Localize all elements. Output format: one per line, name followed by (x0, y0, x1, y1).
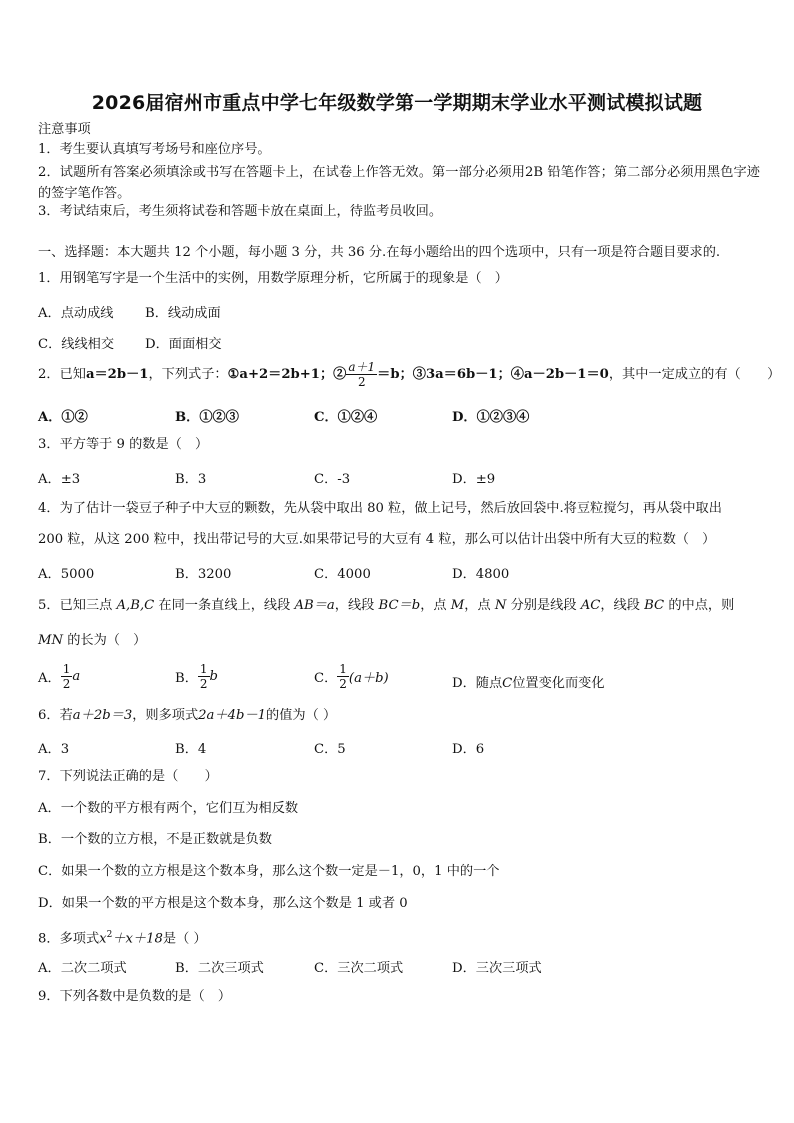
question-3-options (38, 468, 760, 488)
option-d: D．三次三项式 (452, 961, 542, 976)
option-label: A． (38, 671, 61, 686)
denominator: 2 (339, 677, 347, 691)
option-d (452, 672, 605, 691)
question-4-line-2: 200 粒，从这 200 粒中，找出带记号的大豆.如果带记号的大豆有 4 粒，那么可以估计出袋中所有大豆的粒数（ ） (38, 532, 716, 547)
section-heading: 一、选择题：本大题共 12 个小题，每小题 3 分，共 36 分.在每小题给出的四个选项中，只有一项是符合题目要求的. (38, 245, 721, 260)
question-3-stem: 3．平方等于 9 的数是（ ） (38, 437, 209, 452)
option-d: D．6 (452, 742, 485, 757)
q5-text: ，线段 (600, 598, 645, 613)
q5-text: 的长为（ ） (63, 633, 147, 648)
fraction (198, 662, 210, 691)
q8-text: 是（ ） (162, 931, 207, 947)
notice-item-3: 3．考试结束后，考生须将试卷和答题卡放在桌面上，待监考员收回。 (38, 204, 443, 219)
numerator: 1 (339, 662, 347, 676)
q8-exponent: 2 (106, 930, 113, 940)
q2-fraction-numerator: a＋1 (348, 360, 376, 374)
option-b: B．①②③ (175, 410, 239, 425)
option-d: D．如果一个数的平方根是这个数本身，那么这个数是 1 或者 0 (38, 896, 408, 911)
q5-text: ，点 (420, 598, 451, 613)
option-c: C．线线相交 (38, 337, 115, 352)
q5-text: 5．已知三点 (38, 598, 117, 613)
option-a (38, 662, 80, 691)
fraction (61, 662, 73, 691)
question-8-options (38, 957, 760, 977)
option-c: C．-3 (314, 472, 351, 487)
point-c: C (502, 676, 513, 691)
option-a: A．①② (38, 410, 88, 425)
q2-fraction-denominator: 2 (357, 375, 366, 389)
q5-mn: MN (38, 633, 64, 648)
question-8-stem (38, 926, 207, 948)
variable: b (209, 669, 218, 684)
option-d: D．±9 (452, 472, 496, 487)
option-label: B． (175, 671, 198, 686)
option-a: A．3 (38, 742, 70, 757)
q2-expr-1: ①a+2＝2b+1；② (227, 367, 347, 382)
option-c: C．三次二项式 (314, 961, 404, 976)
option-a: A．5000 (38, 567, 95, 582)
option-b: B．4 (175, 742, 207, 757)
option-a: A．点动成线 (38, 306, 114, 321)
option-text: D．随点 (452, 676, 503, 691)
option-d: D．①②③④ (452, 410, 530, 425)
numerator: 1 (199, 662, 208, 676)
option-d: D．4800 (452, 567, 510, 582)
q6-text: 的值为（ ） (266, 708, 337, 723)
q5-ab: AB＝a (294, 598, 335, 613)
question-4-line-1: 4．为了估计一袋豆子种子中大豆的颗数，先从袋中取出 80 粒，做上记号，然后放回袋中.将豆粒搅匀，再从袋中取出 (38, 501, 722, 516)
q2-suffix: ，其中一定成立的有（ ） (608, 367, 781, 382)
q8-rest: ＋x＋18 (112, 931, 163, 947)
question-5-line-2 (38, 632, 146, 650)
question-1-options-2 (38, 333, 760, 353)
option-a: A．二次二项式 (38, 961, 127, 976)
option-b: B．3 (175, 472, 207, 487)
option-c: C．5 (314, 742, 346, 757)
numerator: 1 (62, 662, 71, 676)
q5-text: 的中点，则 (664, 598, 735, 613)
option-b: B．3200 (175, 567, 232, 582)
q6-expr-2: 2a＋4b－1 (198, 708, 267, 723)
q5-text: 分别是线段 (506, 598, 581, 613)
option-c: C．如果一个数的立方根是这个数本身，那么这个数一定是－1，0，1 中的一个 (38, 864, 500, 879)
exam-title: 2026届宿州市重点中学七年级数学第一学期期末学业水平测试模拟试题 (91, 92, 703, 114)
q6-text: 6．若 (38, 708, 73, 723)
q5-m: M (450, 598, 465, 613)
question-7-stem: 7．下列说法正确的是（ ） (38, 769, 218, 784)
question-2-stem (38, 358, 780, 392)
fraction (337, 662, 349, 691)
q6-expr-1: a＋2b＝3 (72, 708, 133, 723)
option-a: A．一个数的平方根有两个，它们互为相反数 (38, 801, 299, 816)
q5-bc: BC＝b (378, 598, 421, 613)
question-5-line-1 (38, 597, 734, 615)
question-9-stem: 9．下列各数中是负数的是（ ） (38, 989, 232, 1004)
q2-mid: ，下列式子： (148, 367, 228, 382)
option-d: D．面面相交 (145, 337, 222, 352)
question-1-options (38, 302, 760, 322)
question-1-stem: 1．用钢笔写字是一个生活中的实例，用数学原理分析，它所属于的现象是（ ） (38, 271, 508, 286)
notice-item-2: 2．试题所有答案必须填涂或书写在答题卡上，在试卷上作答无效。第一部分必须用2B 铅笔作答；第二部分必须用黑色字迹的签字笔作答。 (38, 165, 760, 201)
q8-x: x (99, 931, 107, 947)
q5-text: ，线段 (334, 598, 379, 613)
notice-item-1: 1．考生要认真填写考场号和座位序号。 (38, 142, 271, 157)
q2-condition: a＝2b－1 (85, 367, 149, 382)
variable: (a＋b) (348, 671, 389, 686)
q2-prefix: 2．已知 (38, 367, 86, 382)
option-a: A．±3 (38, 472, 81, 487)
option-b: B．线动成面 (145, 306, 221, 321)
q5-points: A,B,C (116, 598, 155, 613)
question-2-options (38, 406, 760, 426)
q5-bc-2: BC (644, 598, 665, 613)
option-text: 位置变化而变化 (512, 676, 605, 691)
q5-text: 在同一条直线上，线段 (154, 598, 295, 613)
question-5-options (38, 660, 760, 700)
question-4-options (38, 563, 760, 583)
denominator: 2 (62, 677, 71, 691)
option-c (314, 662, 389, 691)
option-b (175, 662, 218, 691)
option-c: C．①②④ (314, 410, 378, 425)
option-b: B．一个数的立方根，不是正数就是负数 (38, 832, 272, 847)
denominator: 2 (199, 677, 208, 691)
option-label: C． (314, 671, 338, 686)
option-c: C．4000 (314, 567, 371, 582)
q8-text: 8．多项式 (38, 931, 100, 947)
question-6-stem (38, 707, 336, 725)
variable: a (72, 669, 81, 684)
q6-text: ，则多项式 (132, 708, 199, 723)
q5-n: N (494, 598, 507, 613)
q2-fraction (346, 360, 377, 389)
q5-ac: AC (580, 598, 601, 613)
notice-heading: 注意事项 (38, 122, 91, 137)
option-b: B．二次三项式 (175, 961, 264, 976)
q2-expr-2: ＝b；③3a＝6b－1；④a－2b－1＝0 (377, 367, 609, 382)
q5-text: ，点 (464, 598, 495, 613)
question-6-options (38, 738, 760, 758)
